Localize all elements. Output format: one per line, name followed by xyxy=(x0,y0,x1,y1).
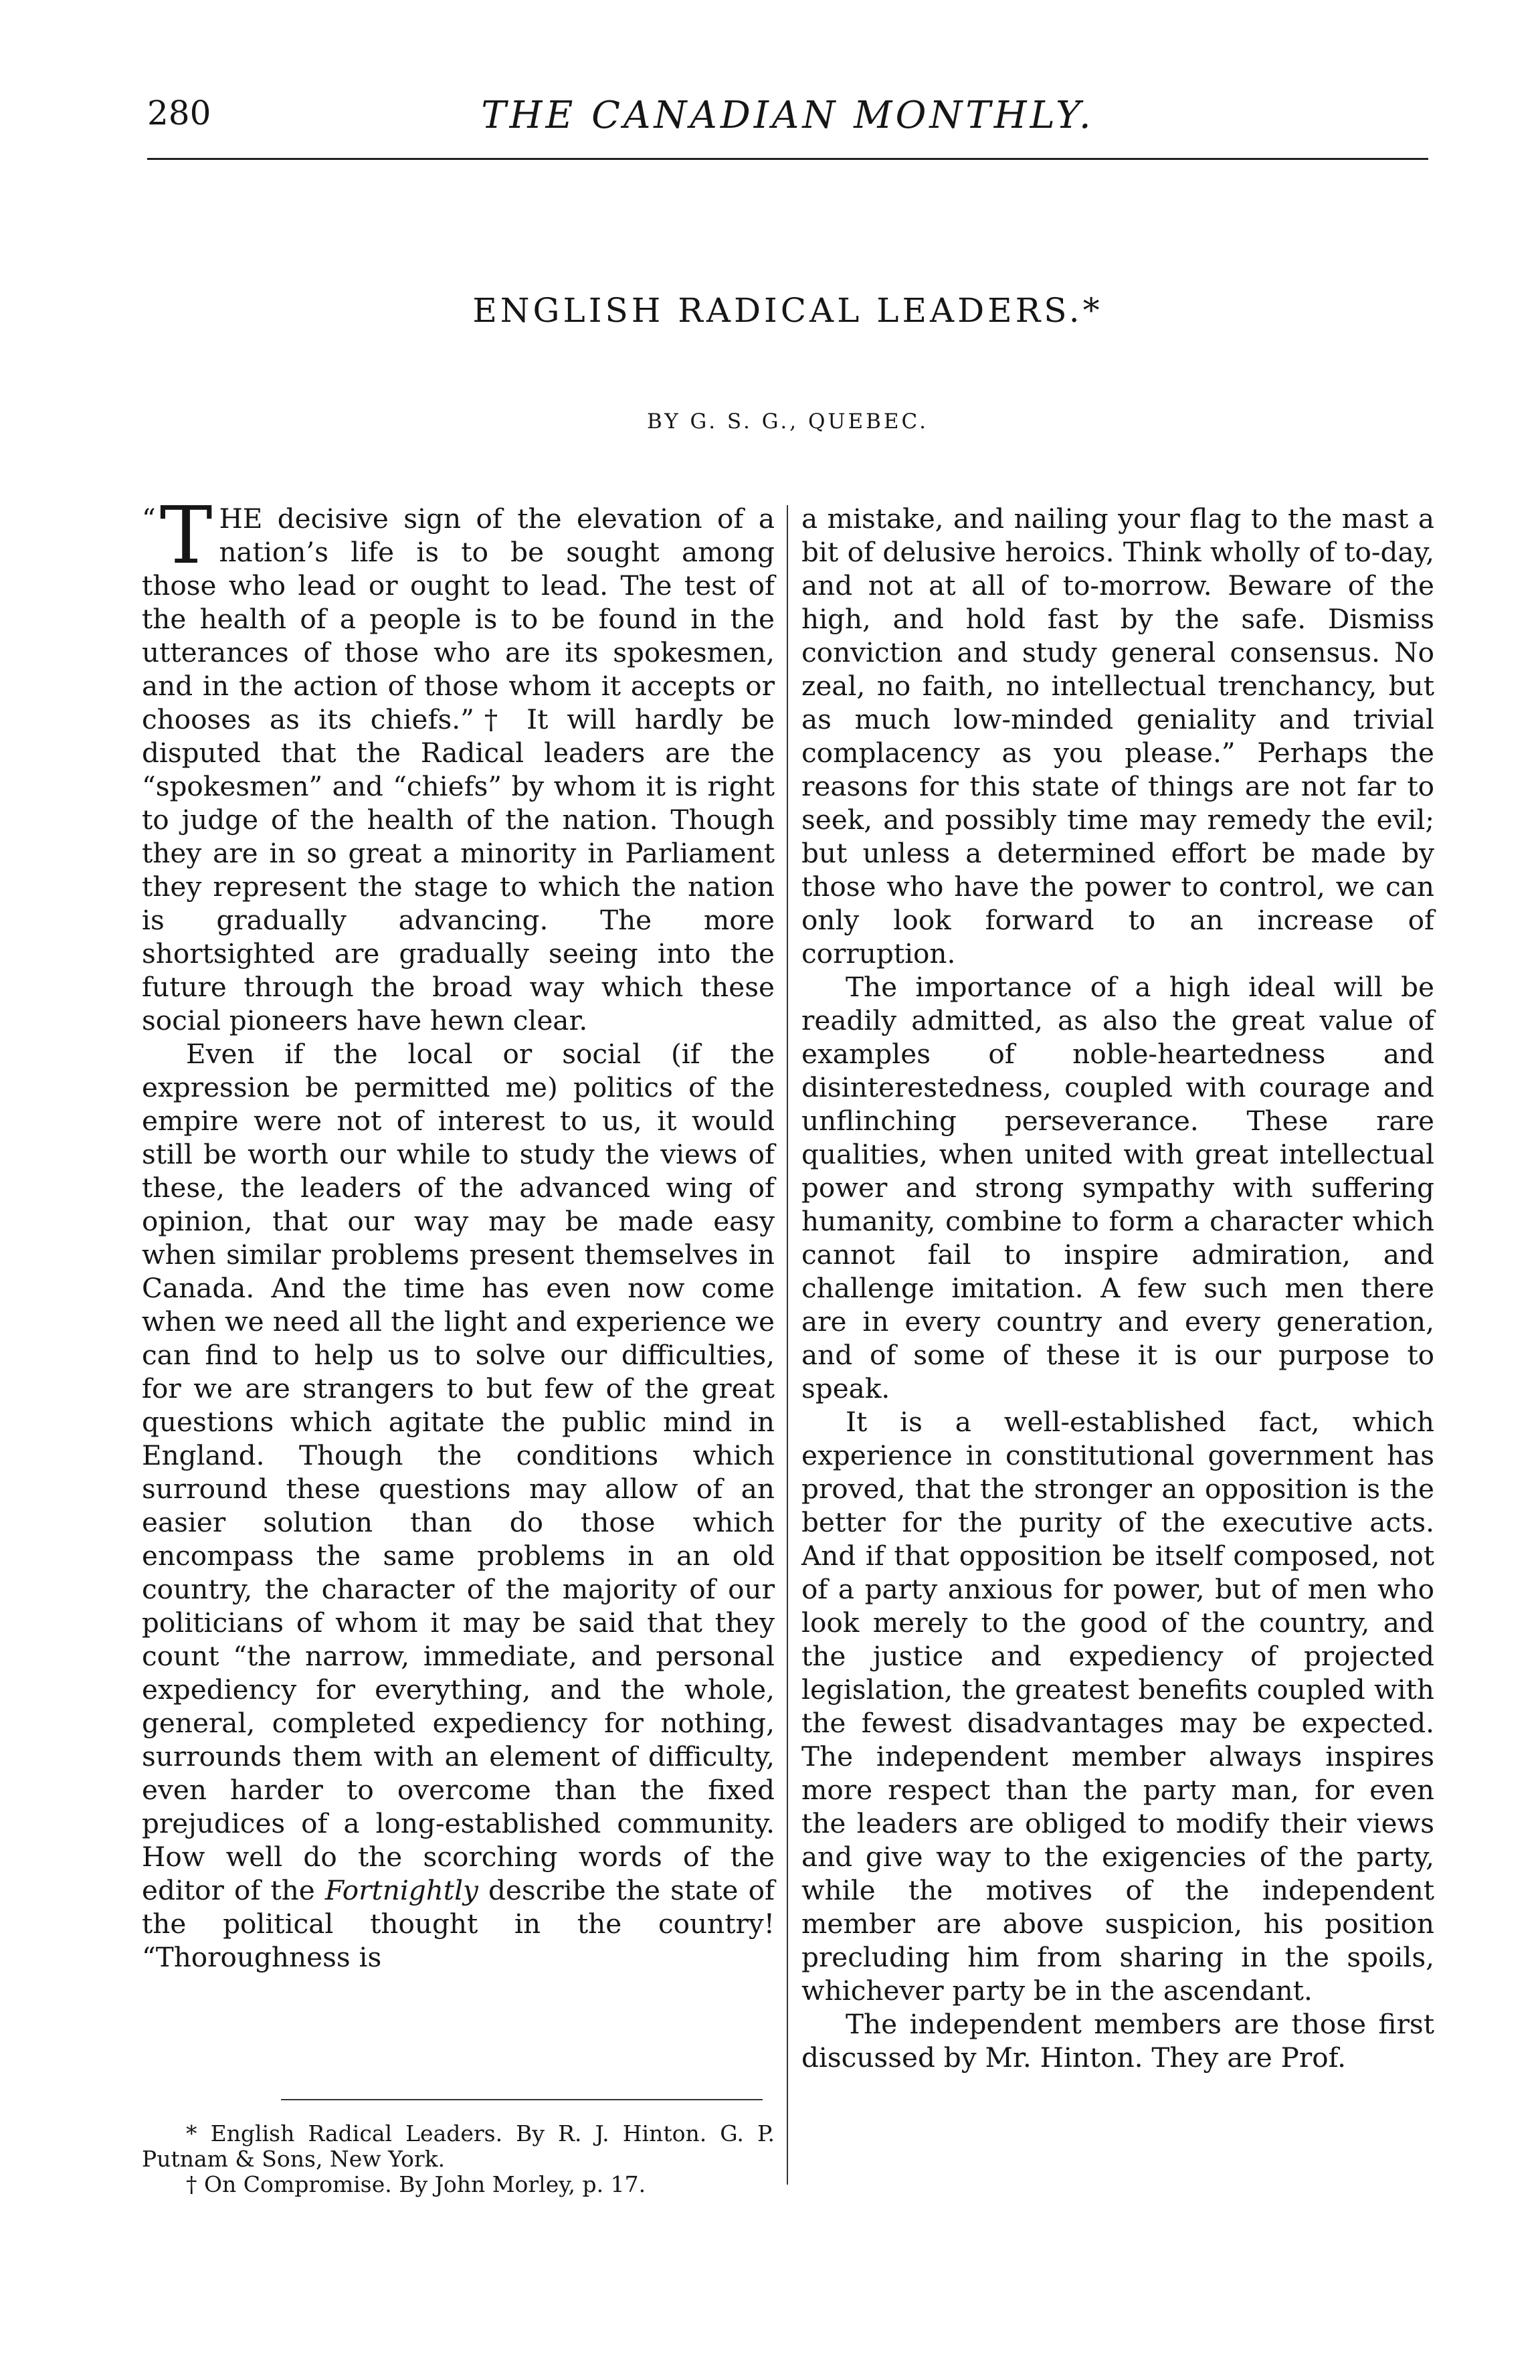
footnote-1: * English Radical Leaders. By R. J. Hinton. G. P. Putnam & Sons, New York. xyxy=(142,2120,775,2172)
right-column xyxy=(801,502,1434,2074)
drop-cap: T xyxy=(159,489,213,581)
footnote-rule xyxy=(281,2099,763,2100)
footnote-2: † On Compromise. By John Morley, p. 17. xyxy=(186,2171,646,2197)
header-rule xyxy=(147,158,1428,160)
paragraph: The importance of a high ideal will be readily admitted, as also the great value of examples of noble-heartedness and disinterestedness, coupled with courage and unflinching perseverance. These rare qualities, when united with great intellectual power and strong sympathy with suffering humanity, combine to form a character which cannot fail to inspire admiration, and challenge imitation. A few such men there are in every country and every generation, and of some of these it is our purpose to speak. xyxy=(801,971,1434,1404)
byline: BY G. S. G., QUEBEC. xyxy=(646,409,929,434)
opening-quote: “ xyxy=(142,502,156,535)
paragraph: It is a well-established fact, which experience in constitutional government has proved, that the stronger an opposition is the better for the purity of the executive acts. And if that opposition be itself composed, not of a party anxious for power, but of men who look merely to the good of the country, and the justice and expediency of projected legislation, the greatest benefits coupled with the fewest disadvantages may be expected. The independent member always inspires more respect than the party man, for even the leaders are obliged to modify their views and give way to the exigencies of the party, while the motives of the independent member are above suspicion, his position precluding him from sharing in the spoils, whichever party be in the ascendant. xyxy=(801,1406,1434,2007)
paragraph-text: HE decisive sign of the elevation of a nation’s life is to be sought among those who lead or ought to lead. The test of the health of a people is to be found in the utterances of those who are its spokesmen, and in the action of those whom it accepts or chooses as its chiefs.”† It will hardly be disputed that the Radical leaders are the “spokesmen” and “chiefs” by whom it is right to judge of the health of the nation. Though they are in so great a minority in Parliament they represent the stage to which the nation is gradually advancing. The more shortsighted are gradually seeing into the future through the broad way which these social pioneers have hewn clear. xyxy=(142,502,775,1036)
paragraph xyxy=(142,489,775,1037)
article-title: ENGLISH RADICAL LEADERS.* xyxy=(472,291,1103,330)
page-number: 280 xyxy=(147,94,211,132)
paragraph: The independent members are those first discussed by Mr. Hinton. They are Prof. xyxy=(801,2008,1434,2074)
paragraph-text: Even if the local or social (if the expression be permitted me) politics of the empire were not of interest to us, it would still be worth our while to study the views of these, the leaders of the advanced wing of opinion, that our way may be made easy when similar problems present themselves in Canada. And the time has even now come when we need all the light and experience we can find to help us to solve our difficulties, for we are strangers to but few of the great questions which agitate the public mind in England. Though the conditions which surround these questions may allow of an easier solution than do those which encompass the same problems in an old country, the character of the majority of our politicians of whom it may be said that they count “the narrow, immediate, and personal expediency for everything, and the whole, general, completed expediency for nothing, surrounds them with an element of difficulty, even harder to overcome than the fixed prejudices of a long-established community. How well do the scorching words of the editor of the xyxy=(142,1038,775,1906)
italic-title: Fortnightly xyxy=(324,1874,478,1906)
paragraph xyxy=(142,1037,775,1974)
journal-title: THE CANADIAN MONTHLY. xyxy=(481,94,1094,137)
running-head xyxy=(147,87,1428,154)
column-divider xyxy=(787,505,788,2185)
paragraph-text-end: describe the state of the political thought in the country! “Thoroughness is xyxy=(142,1874,775,1973)
left-column xyxy=(142,489,775,1974)
paragraph: a mistake, and nailing your flag to the mast a bit of delusive heroics. Think wholly of to-day, and not at all of to-morrow. Beware of the high, and hold fast by the safe. Dismiss conviction and study general consensus. No zeal, no faith, no intellectual trenchancy, but as much low-minded geniality and trivial complacency as you please.” Perhaps the reasons for this state of things are not far to seek, and possibly time may remedy the evil; but unless a determined effort be made by those who have the power to control, we can only look forward to an increase of corruption. xyxy=(801,502,1434,970)
footnotes xyxy=(142,2121,775,2197)
